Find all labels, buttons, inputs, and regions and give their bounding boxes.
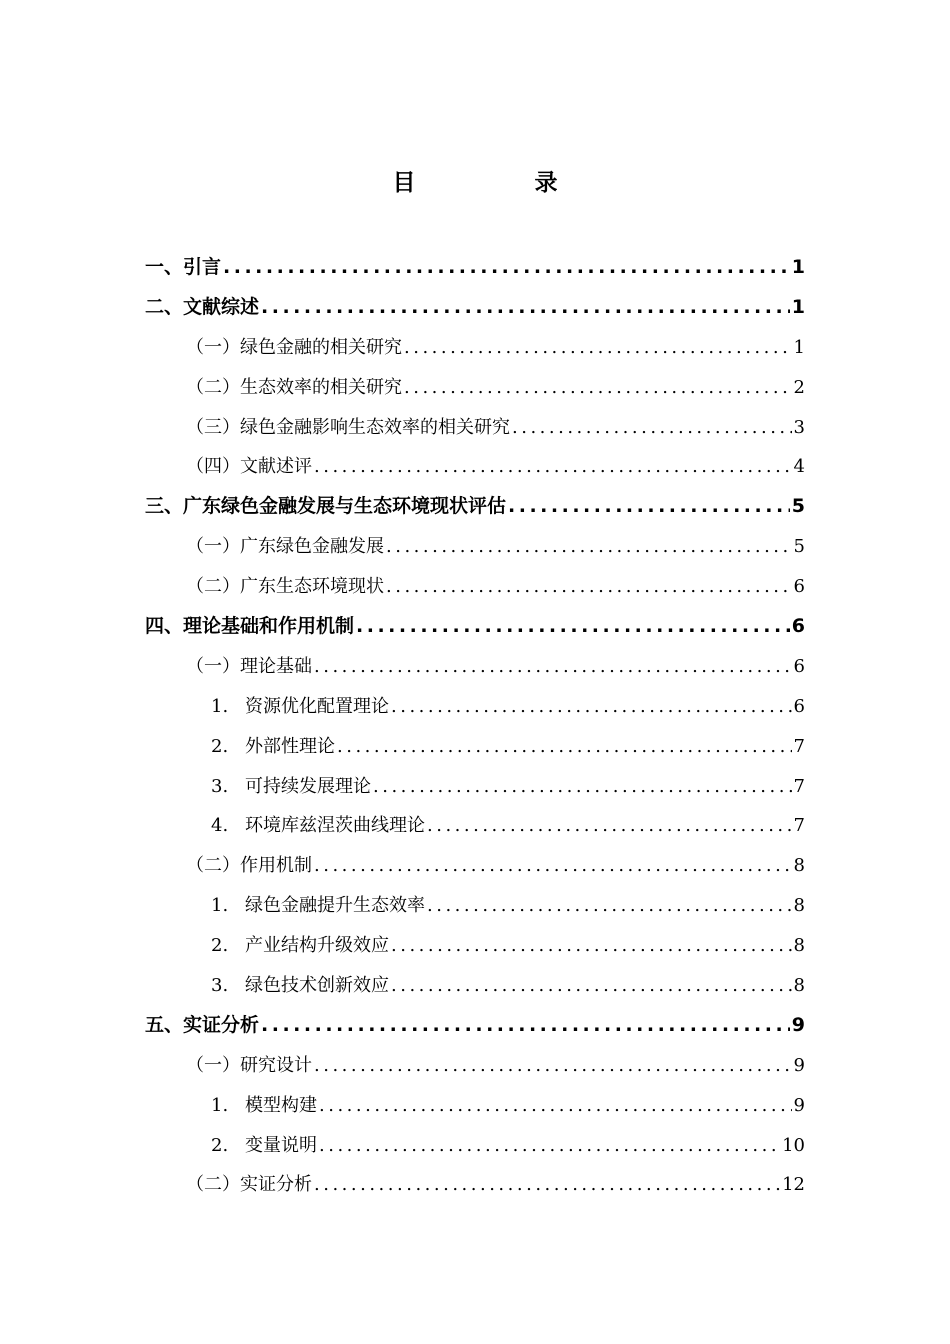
toc-leader-dots [314, 1165, 780, 1205]
toc-leader-dots [386, 527, 792, 567]
toc-entry[interactable] [211, 806, 805, 846]
toc-entry-number: 2. [211, 735, 229, 757]
toc-entry-title [211, 1086, 317, 1126]
toc-entry[interactable] [145, 487, 805, 527]
toc-leader-dots [319, 1126, 780, 1166]
toc-page-number: 8 [793, 935, 805, 957]
toc-entry[interactable] [186, 1046, 805, 1086]
toc-entry[interactable] [145, 248, 805, 288]
toc-entry-label: 环境库兹涅茨曲线理论 [245, 815, 425, 837]
toc-entry-title [186, 408, 510, 448]
toc-entry-label: 四、理论基础和作用机制 [145, 615, 355, 638]
toc-entry-label: （三）绿色金融影响生态效率的相关研究 [186, 416, 510, 438]
toc-entry-label: 三、广东绿色金融发展与生态环境现状评估 [145, 495, 507, 518]
toc-entry[interactable] [211, 767, 805, 807]
toc-page-number: 7 [793, 735, 805, 757]
toc-entry-label: 一、引言 [145, 256, 222, 278]
toc-entry[interactable] [211, 886, 805, 926]
toc-entry-label: （二）广东生态环境现状 [186, 576, 384, 598]
toc-leader-dots [427, 886, 792, 926]
toc-entry-title [211, 806, 425, 846]
toc-entry-label: （二）实证分析 [186, 1174, 312, 1196]
toc-leader-dots [337, 727, 792, 767]
toc-leader-dots [314, 647, 792, 687]
toc-leader-dots [314, 1046, 792, 1086]
toc-entry[interactable] [211, 727, 805, 767]
toc-entry-title [211, 966, 389, 1006]
toc-entry[interactable] [211, 687, 805, 727]
toc-page-number: 9 [791, 1013, 805, 1036]
toc-title: 目 录 [392, 170, 606, 196]
toc-entry-title [186, 368, 402, 408]
toc-leader-dots [427, 806, 792, 846]
toc-page-number: 10 [782, 1134, 805, 1156]
toc-page-number: 5 [791, 495, 805, 518]
toc-leader-dots [314, 447, 792, 487]
toc-entry-title [186, 527, 384, 567]
toc-leader-dots [508, 487, 790, 527]
toc-page-number: 1 [791, 295, 805, 318]
toc-page-number: 6 [793, 695, 805, 717]
toc-leader-dots [512, 408, 792, 448]
toc-entry[interactable] [186, 647, 805, 687]
toc-entry[interactable] [186, 1165, 805, 1205]
toc-entry-label: （一）理论基础 [186, 655, 312, 677]
toc-entry-title [145, 288, 259, 328]
toc-page-number: 4 [793, 456, 805, 478]
toc-entry-title [145, 1006, 259, 1046]
toc-leader-dots [391, 966, 792, 1006]
toc-entry-title [186, 1165, 312, 1205]
toc-entry-number: 1. [211, 1094, 229, 1116]
toc-entry-label: （一）研究设计 [186, 1054, 312, 1076]
toc-entry-label: 五、实证分析 [145, 1013, 260, 1036]
toc-entry[interactable] [145, 1006, 805, 1046]
toc-entry-title [186, 447, 312, 487]
toc-leader-dots [391, 926, 792, 966]
toc-page-number: 6 [793, 576, 805, 598]
toc-entry-title [211, 1126, 317, 1166]
toc-entry-label: （四）文献述评 [186, 456, 312, 478]
toc-entry[interactable] [211, 966, 805, 1006]
toc-entry[interactable] [186, 447, 805, 487]
toc-entry-label: 可持续发展理论 [245, 775, 371, 797]
toc-entry-title [211, 727, 335, 767]
toc-page-number: 8 [793, 855, 805, 877]
toc-entry-label: （二）生态效率的相关研究 [186, 376, 402, 398]
toc-page-number: 1 [791, 256, 805, 278]
toc-page-number: 3 [793, 416, 805, 438]
toc-entry-number: 3. [211, 975, 229, 997]
toc-entry[interactable] [186, 567, 805, 607]
toc-page-number: 5 [793, 536, 805, 558]
toc-entry-label: 二、文献综述 [145, 295, 260, 318]
toc-page-number: 9 [793, 1054, 805, 1076]
toc-entry[interactable] [186, 408, 805, 448]
toc-entry-number: 4. [211, 815, 229, 837]
toc-entry-label: （一）绿色金融的相关研究 [186, 336, 402, 358]
toc-leader-dots [404, 328, 792, 368]
toc-entry[interactable] [145, 607, 805, 647]
toc-leader-dots [391, 687, 792, 727]
toc-entry-label: 产业结构升级效应 [245, 935, 389, 957]
toc-entry-number: 2. [211, 1134, 229, 1156]
toc-entry-label: 外部性理论 [245, 735, 335, 757]
toc-entry[interactable] [145, 288, 805, 328]
toc-entry-title [186, 567, 384, 607]
toc-entry-number: 3. [211, 775, 229, 797]
toc-page-number: 2 [793, 376, 805, 398]
toc-leader-dots [261, 1006, 790, 1046]
toc-entry-title [211, 767, 371, 807]
toc-entry-label: 模型构建 [245, 1094, 317, 1116]
toc-entry[interactable] [186, 846, 805, 886]
toc-entry-title [211, 886, 425, 926]
toc-page-number: 1 [793, 336, 805, 358]
toc-entry-title [145, 487, 506, 527]
toc-entry-title [186, 846, 312, 886]
toc-page-number: 9 [793, 1094, 805, 1116]
toc-page-number: 8 [793, 895, 805, 917]
toc-entry-label: （一）广东绿色金融发展 [186, 536, 384, 558]
toc-entry[interactable] [211, 1086, 805, 1126]
toc-leader-dots [373, 767, 792, 807]
toc-entry-label: 资源优化配置理论 [245, 695, 389, 717]
toc-entry[interactable] [186, 527, 805, 567]
toc-leader-dots [404, 368, 792, 408]
toc-entry[interactable] [211, 1126, 805, 1166]
toc-leader-dots [319, 1086, 792, 1126]
toc-leader-dots [356, 607, 790, 647]
toc-page-number: 6 [791, 615, 805, 638]
toc-entry-number: 1. [211, 895, 229, 917]
toc-entry-title [145, 248, 221, 288]
toc-entry-label: （二）作用机制 [186, 855, 312, 877]
toc-entry-label: 绿色技术创新效应 [245, 975, 389, 997]
toc-entry-number: 1. [211, 695, 229, 717]
toc-entry-label: 变量说明 [245, 1134, 317, 1156]
toc-page-number: 8 [793, 975, 805, 997]
toc-entry-number: 2. [211, 935, 229, 957]
toc-entry-title [186, 328, 402, 368]
toc-leader-dots [386, 567, 792, 607]
toc-page-number: 12 [782, 1174, 805, 1196]
toc-entry-title [145, 607, 354, 647]
toc-leader-dots [314, 846, 792, 886]
toc-entry-title [186, 647, 312, 687]
toc-entry-label: 绿色金融提升生态效率 [245, 895, 425, 917]
toc-page-number: 6 [793, 655, 805, 677]
toc-page-number: 7 [793, 815, 805, 837]
toc-leader-dots [223, 248, 790, 288]
toc-entry[interactable] [186, 328, 805, 368]
toc-entry-title [186, 1046, 312, 1086]
toc-entry[interactable] [186, 368, 805, 408]
toc-entry-title [211, 926, 389, 966]
toc-list [0, 248, 950, 1205]
toc-entry-title [211, 687, 389, 727]
toc-leader-dots [261, 288, 790, 328]
toc-entry[interactable] [211, 926, 805, 966]
toc-page-number: 7 [793, 775, 805, 797]
